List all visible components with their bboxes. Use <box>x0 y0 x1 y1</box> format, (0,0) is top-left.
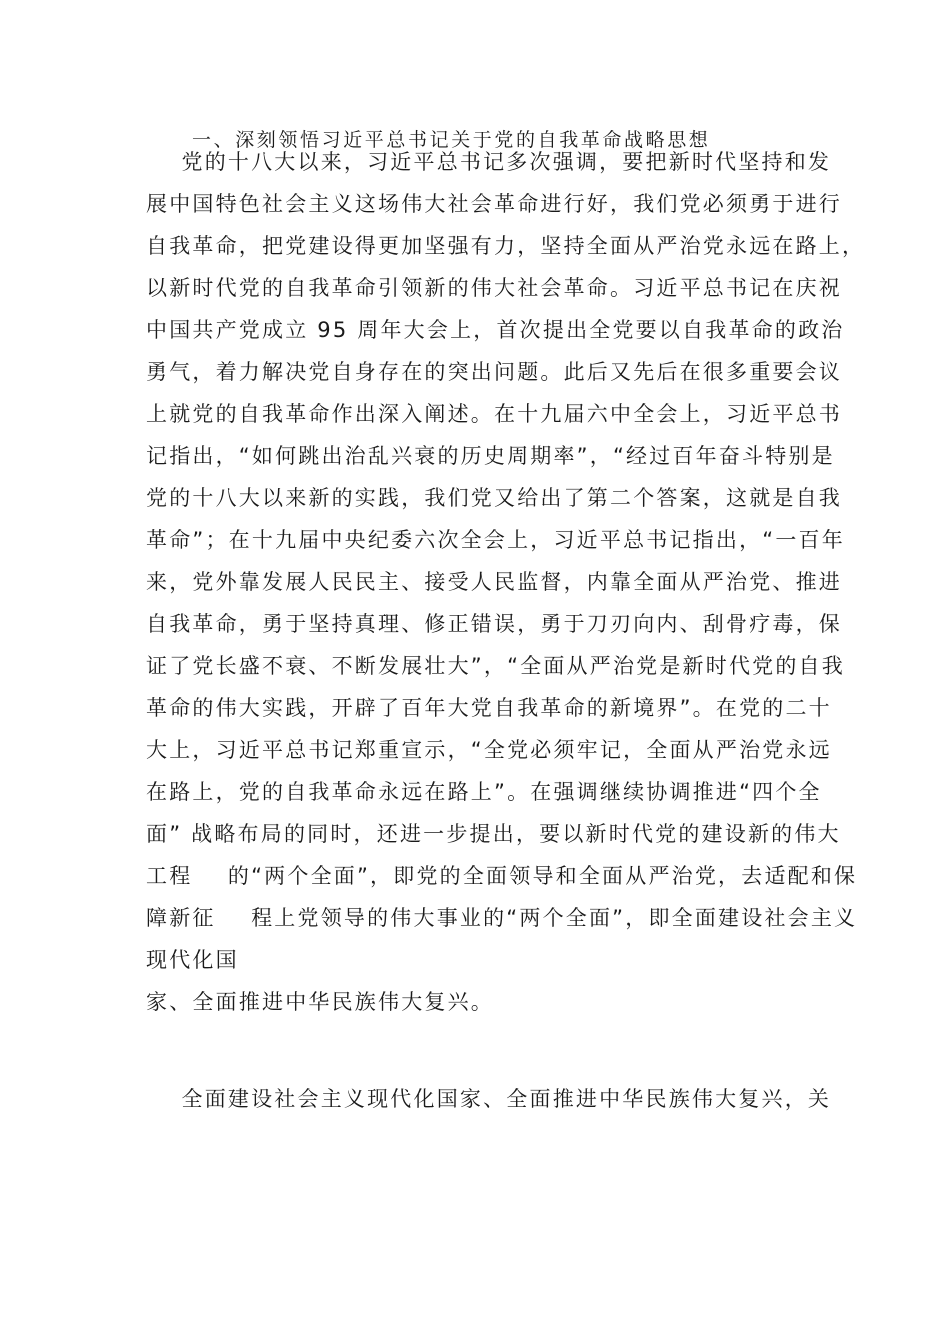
section-heading: 一、深刻领悟习近平总书记关于党的自我革命战略思想 <box>192 129 711 151</box>
paragraph-line: 障新征 程上党领导的伟大事业的“两个全面”，即全面建设社会主义 <box>146 906 858 930</box>
paragraph-line: 党的十八大以来，习近平总书记多次强调，要把新时代坚持和发 <box>146 150 832 174</box>
paragraph-line: 记指出，“如何跳出治乱兴衰的历史周期率”，“经过百年奋斗特别是 <box>146 444 835 468</box>
paragraph-line: 家、全面推进中华民族伟大复兴。 <box>146 990 494 1014</box>
paragraph-line: 自我革命，勇于坚持真理、修正错误，勇于刀刃向内、刮骨疗毒，保 <box>146 612 842 636</box>
paragraph-line: 自我革命，把党建设得更加坚强有力，坚持全面从严治党永远在路上， <box>146 234 866 258</box>
paragraph-line: 工程 的“两个全面”，即党的全面领导和全面从严治党，去适配和保 <box>146 864 858 888</box>
paragraph-line: 现代化国 <box>146 948 239 972</box>
paragraph-line: 中国共产党成立 95 周年大会上，首次提出全党要以自我革命的政治 <box>146 318 845 342</box>
paragraph-line: 面” 战略布局的同时，还进一步提出，要以新时代党的建设新的伟大 <box>146 822 841 846</box>
paragraph-line: 党的十八大以来新的实践，我们党又给出了第二个答案，这就是自我 <box>146 486 842 510</box>
paragraph-line: 以新时代党的自我革命引领新的伟大社会革命。习近平总书记在庆祝 <box>146 276 842 300</box>
paragraph-line: 证了党长盛不衰、不断发展壮大”，“全面从严治党是新时代党的自我 <box>146 654 845 678</box>
paragraph-line: 革命的伟大实践，开辟了百年大党自我革命的新境界”。在党的二十 <box>146 696 832 720</box>
paragraph-line: 上就党的自我革命作出深入阐述。在十九届六中全会上，习近平总书 <box>146 402 842 426</box>
paragraph-line: 大上，习近平总书记郑重宣示，“全党必须牢记，全面从严治党永远 <box>146 738 832 762</box>
paragraph-line: 来，党外靠发展人民民主、接受人民监督，内靠全面从严治党、推进 <box>146 570 842 594</box>
paragraph-line: 革命”；在十九届中央纪委六次全会上，习近平总书记指出，“一百年 <box>146 528 845 552</box>
paragraph-line: 展中国特色社会主义这场伟大社会革命进行好，我们党必须勇于进行 <box>146 192 842 216</box>
paragraph-line: 全面建设社会主义现代化国家、全面推进中华民族伟大复兴，关 <box>146 1087 832 1111</box>
paragraph-line: 勇气，着力解决党自身存在的突出问题。此后又先后在很多重要会议 <box>146 360 842 384</box>
paragraph-line: 在路上，党的自我革命永远在路上”。在强调继续协调推进“四个全 <box>146 780 822 804</box>
